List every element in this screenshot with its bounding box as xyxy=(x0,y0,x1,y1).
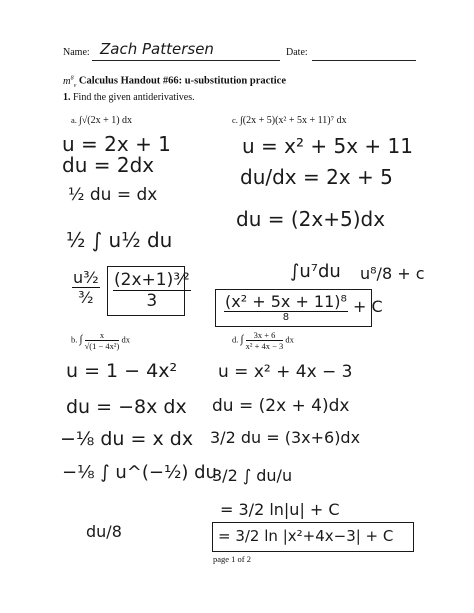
work-c-line2: du/dx = 2x + 5 xyxy=(240,165,393,189)
question-number: 1. xyxy=(63,92,71,103)
work-b-line2: du = −8x dx xyxy=(66,396,187,418)
problem-c: c. ∫(2x + 5)(x² + 5x + 11)⁷ dx xyxy=(232,115,347,126)
work-c-line4b: u⁸/8 + c xyxy=(360,264,425,283)
question-text: Find the given antiderivatives. xyxy=(73,92,195,103)
name-underline xyxy=(92,60,280,61)
work-d-line2: du = (2x + 4)dx xyxy=(212,396,350,416)
work-d-line3: 3/2 du = (3x+6)dx xyxy=(210,428,361,447)
work-a-line2: du = 2dx xyxy=(62,153,155,177)
work-b-line5: du/8 xyxy=(86,522,122,541)
work-a-line5: $\frac{\text{u³⁄₂}}{\text{³⁄₂}}$ xyxy=(73,268,99,307)
work-c-line3: du = (2x+5)dx xyxy=(236,207,386,231)
date-underline xyxy=(312,60,416,61)
title-text: Calculus Handout #66: u-substitution practice xyxy=(78,75,286,87)
problem-b: b. ∫ $\frac{x}{\text{√(1 − 4x²)}}$ dx xyxy=(71,330,130,351)
work-b-line4: −⅛ ∫ u^(−½) du xyxy=(62,462,217,483)
course-logo: $m^8_v$ xyxy=(63,75,77,89)
work-c-line4: ∫u⁷du xyxy=(290,261,341,282)
answer-a: $\frac{\text{(2x+1)³⁄²}}{3}$ xyxy=(114,270,190,311)
work-b-line3: −⅛ du = x dx xyxy=(60,428,194,450)
handout-title xyxy=(63,75,286,89)
name-value: Zach Pattersen xyxy=(100,40,214,58)
work-c-line1: u = x² + 5x + 11 xyxy=(242,134,413,158)
work-a-line4: ½ ∫ u½ du xyxy=(66,228,173,252)
work-d-line4: 3/2 ∫ du/u xyxy=(212,466,293,485)
name-label: Name: xyxy=(63,47,90,58)
question-line xyxy=(63,92,195,103)
answer-c: $\frac{\text{(x² + 5x + 11)⁸}}{8}$ + C xyxy=(225,292,383,323)
problem-a: a. ∫√(2x + 1) dx xyxy=(71,115,133,126)
work-b-line1: u = 1 − 4x² xyxy=(66,360,178,382)
problem-a-integral: ∫√(2x + 1) dx xyxy=(79,115,133,126)
problem-d-fraction: $\frac{3x + 6}{\text{x² + 4x − 3}}$ xyxy=(245,330,284,351)
work-d-line5: = 3/2 ln|u| + C xyxy=(220,500,340,519)
problem-b-fraction: $\frac{x}{\text{√(1 − 4x²)}}$ xyxy=(84,330,120,351)
answer-d: = 3/2 ln |x²+4x−3| + C xyxy=(218,527,394,545)
problem-c-integral: ∫(2x + 5)(x² + 5x + 11)⁷ dx xyxy=(240,115,347,126)
work-a-line3: ½ du = dx xyxy=(68,185,158,205)
problem-d: d. ∫ $\frac{3x + 6}{\text{x² + 4x − 3}}$ dx xyxy=(232,330,294,351)
date-label: Date: xyxy=(286,47,308,58)
page-number: page 1 of 2 xyxy=(213,554,252,564)
work-a-line1: u = 2x + 1 xyxy=(62,132,171,156)
work-d-line1: u = x² + 4x − 3 xyxy=(218,362,353,382)
